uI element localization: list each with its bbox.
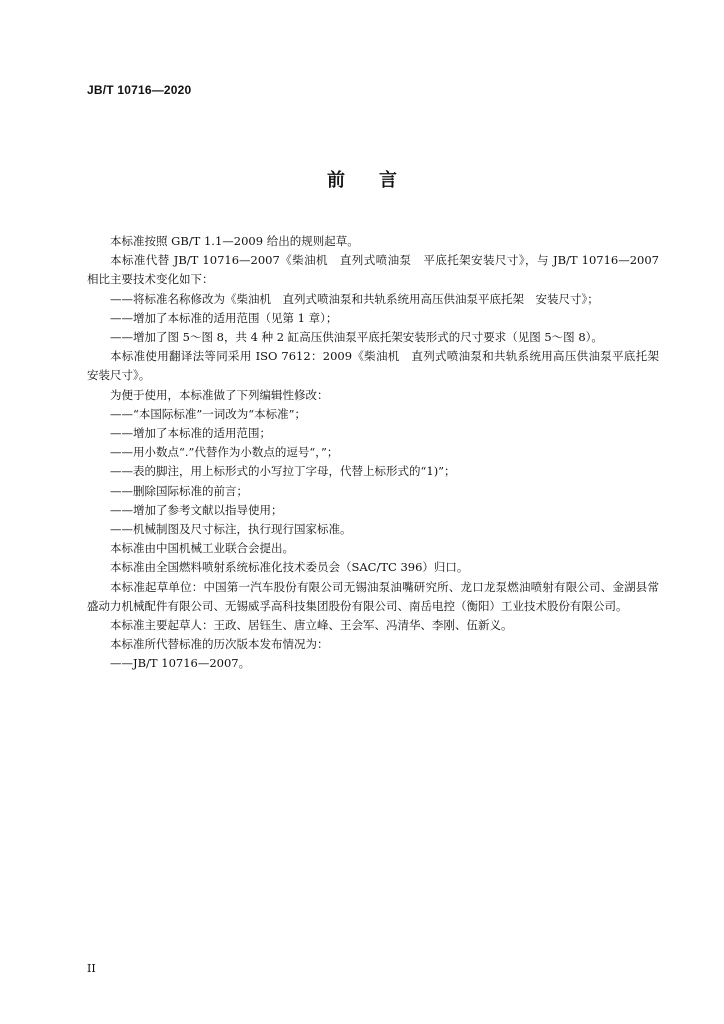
- list-item: ——机械制图及尺寸标注，执行现行国家标准。: [110, 522, 352, 537]
- paragraph-proposed-by: 本标准由中国机械工业联合会提出。: [110, 541, 294, 556]
- standard-code: JB/T 10716—2020: [87, 83, 192, 97]
- paragraph-editorial-intro: 为便于使用，本标准做了下列编辑性修改：: [110, 387, 329, 402]
- list-item: ——用小数点“.”代替作为小数点的逗号“，”；: [110, 445, 339, 460]
- paragraph-replaces: 本标准代替 JB/T 10716—2007《柴油机 直列式喷油泵 平底托架安装尺寸》，与 JB/T 10716—2007 相比主要技术变化如下：: [87, 253, 659, 287]
- list-item: ——增加了本标准的适用范围（见第 1 章）；: [110, 310, 338, 325]
- paragraph-drafting-units: 本标准起草单位：中国第一汽车股份有限公司无锡油泵油嘴研究所、龙口龙泵燃油喷射有限公司、金湖县常盛动力机械配件有限公司、无锡威孚高科技集团股份有限公司、南岳电控（衡阳）工业技术股份有限公司。: [87, 579, 659, 613]
- paragraph-drafting-rules: 本标准按照 GB/T 1.1—2009 给出的规则起草。: [110, 234, 359, 248]
- list-item: ——增加了参考文献以指导使用；: [110, 502, 283, 517]
- list-item: ——增加了图 5～图 8，共 4 种 2 缸高压供油泵平底托架安装形式的尺寸要求（见图 5～图 8）。: [110, 330, 603, 345]
- paragraph-adoption: 本标准使用翻译法等同采用 ISO 7612：2009《柴油机 直列式喷油泵和共轨系统用高压供油泵平底托架 安装尺寸》。: [87, 349, 671, 383]
- paragraph-under-jurisdiction: 本标准由全国燃料喷射系统标准化技术委员会（SAC/TC 396）归口。: [110, 560, 469, 575]
- title-char-1: 前: [327, 170, 345, 191]
- paragraph-history: 本标准所代替标准的历次版本发布情况为：: [110, 637, 329, 652]
- list-item: ——“本国际标准”一词改为“本标准”；: [110, 406, 307, 421]
- title-char-2: 言: [379, 170, 397, 191]
- page-number: II: [87, 962, 96, 975]
- list-item: ——JB/T 10716—2007。: [110, 656, 251, 671]
- list-item: ——删除国际标准的前言；: [110, 483, 248, 498]
- list-item: ——增加了本标准的适用范围；: [110, 426, 271, 441]
- foreword-body: [87, 232, 671, 674]
- page-title: [0, 166, 724, 192]
- list-item: ——将标准名称修改为《柴油机 直列式喷油泵和共轨系统用高压供油泵平底托架 安装尺寸》；: [110, 291, 599, 306]
- list-item: ——表的脚注，用上标形式的小写拉丁字母，代替上标形式的“1)”；: [110, 464, 456, 479]
- paragraph-drafters: 本标准主要起草人：王政、居钰生、唐立峰、王会军、冯清华、李刚、伍新义。: [110, 618, 513, 633]
